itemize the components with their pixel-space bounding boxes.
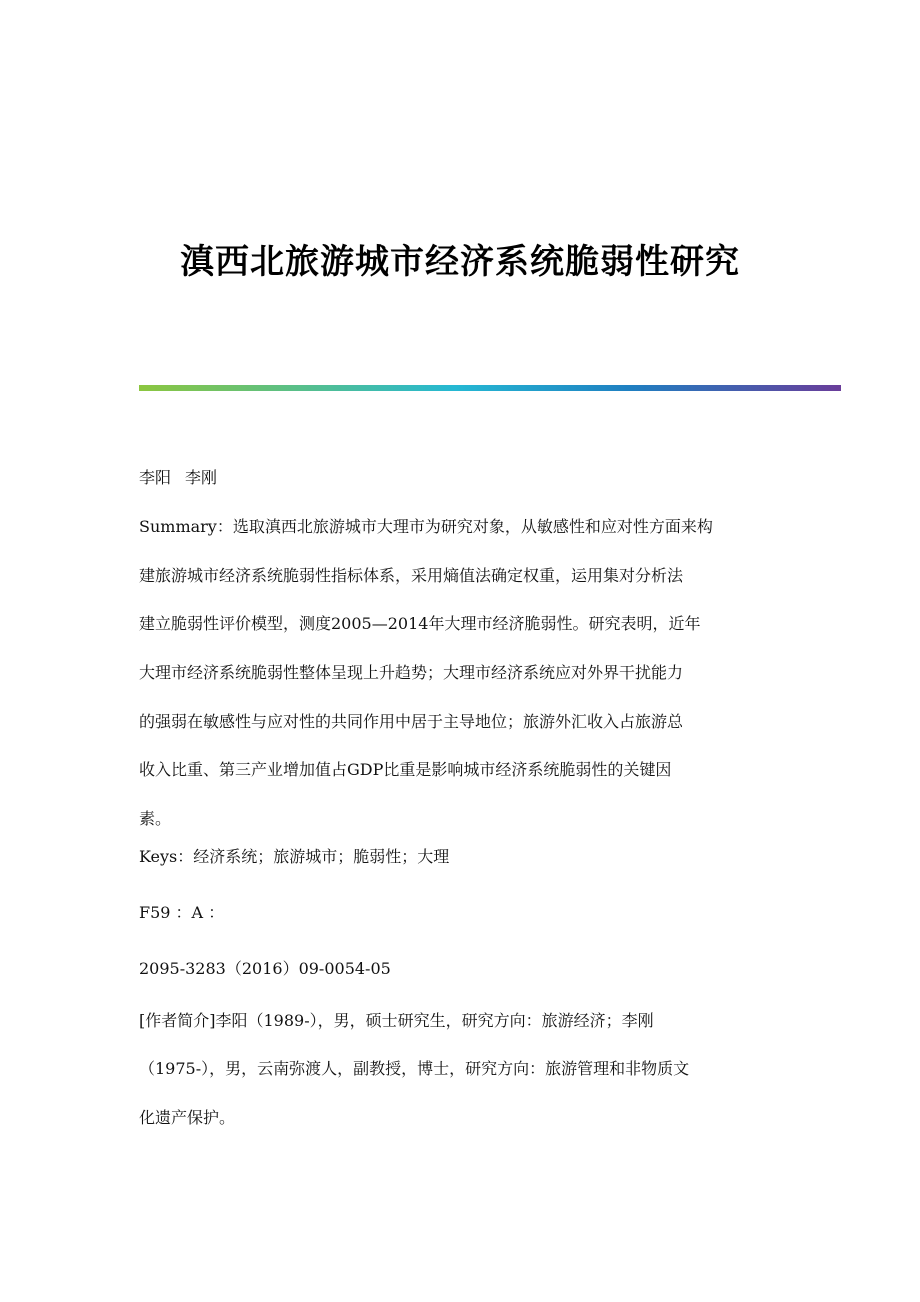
bio-label: [作者简介]: [139, 1010, 216, 1030]
bio-text-line: 化遗产保护。: [139, 1107, 236, 1127]
summary-text-line: 建立脆弱性评价模型，测度2005—2014年大理市经济脆弱性。研究表明，近年: [139, 614, 701, 634]
summary-text-line: 收入比重、第三产业增加值占GDP比重是影响城市经济系统脆弱性的关键因: [139, 760, 672, 780]
author-line: [139, 466, 784, 489]
bio-text-line: 李阳（1989-），男，硕士研究生，研究方向：旅游经济；李刚: [215, 1010, 654, 1030]
keywords-label: Keys：: [139, 847, 194, 867]
summary-text-line: 选取滇西北旅游城市大理市为研究对象，从敏感性和应对性方面来构: [232, 517, 713, 537]
issn-line: 2095-3283（2016）09-0054-05: [139, 958, 391, 978]
bio-first-line: [139, 997, 784, 1046]
classification-code: F59 ：A ：: [139, 902, 225, 922]
summary-text-line: 的强弱在敏感性与应对性的共同作用中居于主导地位；旅游外汇收入占旅游总: [139, 711, 684, 731]
summary-text-line: 建旅游城市经济系统脆弱性指标体系，采用熵值法确定权重，运用集对分析法: [139, 565, 684, 585]
summary-text-line: 大理市经济系统脆弱性整体呈现上升趋势；大理市经济系统应对外界干扰能力: [139, 662, 684, 682]
summary-first-line: [139, 503, 784, 552]
summary-paragraph: [139, 503, 784, 843]
gradient-divider: [139, 385, 841, 391]
summary-label: Summary：: [139, 517, 233, 537]
author-name: 李阳: [139, 468, 172, 487]
article-body: [139, 466, 784, 1142]
keywords-line: [139, 845, 784, 868]
bio-text-line: （1975-），男，云南弥渡人，副教授，博士，研究方向：旅游管理和非物质文: [139, 1059, 690, 1079]
paper-title: 滇西北旅游城市经济系统脆弱性研究: [180, 241, 740, 282]
author-bio-paragraph: [139, 997, 784, 1143]
keywords-value: 经济系统；旅游城市；脆弱性；大理: [193, 847, 450, 867]
author-name: 李刚: [185, 468, 218, 487]
summary-text-line: 素。: [139, 808, 172, 828]
